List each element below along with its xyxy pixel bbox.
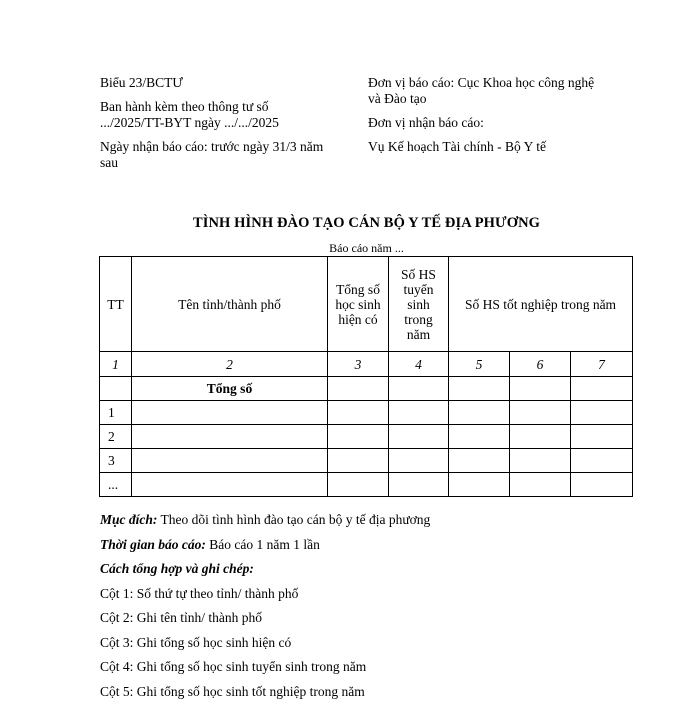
row-number: 2 bbox=[100, 425, 132, 449]
column-number: 4 bbox=[389, 352, 449, 377]
column-note: Cột 2: Ghi tên tỉnh/ thành phố bbox=[100, 608, 660, 633]
header-tt: TT bbox=[100, 257, 132, 352]
reporting-unit-line-1: Đơn vị báo cáo: Cục Khoa học công nghệ bbox=[368, 75, 630, 91]
total-label: Tổng số bbox=[132, 377, 328, 401]
report-subtitle: Báo cáo năm ... bbox=[100, 241, 633, 256]
purpose-label: Mục đích: bbox=[100, 512, 157, 527]
header-province: Tên tỉnh/thành phố bbox=[132, 257, 328, 352]
column-number: 3 bbox=[328, 352, 389, 377]
receiving-unit-label: Đơn vị nhận báo cáo: bbox=[368, 115, 630, 131]
table-row bbox=[100, 425, 633, 449]
header-graduated: Số HS tốt nghiệp trong năm bbox=[449, 257, 633, 352]
column-note: Cột 5: Ghi tổng số học sinh tốt nghiệp trong năm bbox=[100, 682, 660, 706]
notes-section bbox=[100, 510, 660, 706]
column-note: Cột 4: Ghi tổng số học sinh tuyển sinh trong năm bbox=[100, 657, 660, 682]
header-left-block bbox=[100, 75, 362, 171]
table-row bbox=[100, 473, 633, 497]
issued-line-2: .../2025/TT-BYT ngày .../.../2025 bbox=[100, 115, 362, 131]
method-label: Cách tổng hợp và ghi chép: bbox=[100, 559, 660, 584]
header-enrolled: Số HS tuyển sinh trong năm bbox=[389, 257, 449, 352]
column-note: Cột 3: Ghi tổng số học sinh hiện có bbox=[100, 633, 660, 658]
table-header-row bbox=[100, 257, 633, 352]
column-number: 2 bbox=[132, 352, 328, 377]
header-right-block bbox=[368, 75, 630, 155]
form-code: Biểu 23/BCTƯ bbox=[100, 75, 362, 91]
column-number: 1 bbox=[100, 352, 132, 377]
issued-line-1: Ban hành kèm theo thông tư số bbox=[100, 99, 362, 115]
row-number: 3 bbox=[100, 449, 132, 473]
received-deadline-line-2: sau bbox=[100, 155, 362, 171]
time-label: Thời gian báo cáo: bbox=[100, 537, 206, 552]
time-text: Báo cáo 1 năm 1 lần bbox=[206, 537, 320, 552]
column-number-row bbox=[100, 352, 633, 377]
report-title: TÌNH HÌNH ĐÀO TẠO CÁN BỘ Y TẾ ĐỊA PHƯƠNG bbox=[100, 215, 633, 232]
table-row bbox=[100, 401, 633, 425]
purpose-line bbox=[100, 510, 660, 535]
time-line bbox=[100, 535, 660, 560]
received-deadline-line-1: Ngày nhận báo cáo: trước ngày 31/3 năm bbox=[100, 139, 362, 155]
column-number: 5 bbox=[449, 352, 510, 377]
table-row bbox=[100, 449, 633, 473]
row-number: 1 bbox=[100, 401, 132, 425]
reporting-unit-line-2: và Đào tạo bbox=[368, 91, 630, 107]
column-number: 6 bbox=[510, 352, 571, 377]
header-total-students: Tổng số học sinh hiện có bbox=[328, 257, 389, 352]
receiving-unit-name: Vụ Kế hoạch Tài chính - Bộ Y tế bbox=[368, 139, 630, 155]
column-number: 7 bbox=[571, 352, 633, 377]
total-row bbox=[100, 377, 633, 401]
column-note: Cột 1: Số thứ tự theo tỉnh/ thành phố bbox=[100, 584, 660, 609]
purpose-text: Theo dõi tình hình đào tạo cán bộ y tế địa phương bbox=[157, 512, 430, 527]
report-table bbox=[99, 256, 633, 497]
row-number: ... bbox=[100, 473, 132, 497]
